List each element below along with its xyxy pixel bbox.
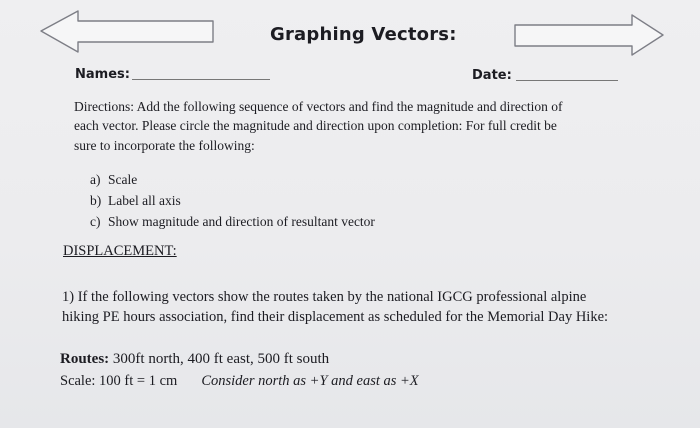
scale-line [60,373,419,390]
checklist-item-scale [90,172,137,188]
directions-line-2: each vector. Please circle the magnitude and direction upon completion: For full credit be [74,118,557,133]
routes-label: Routes: [60,351,110,367]
page-title: Graphing Vectors: [270,24,457,45]
checklist-item-labels [90,193,181,209]
names-field[interactable] [132,79,270,80]
scale-text: Scale: 100 ft = 1 cm [60,373,178,389]
question-line-2: hiking PE hours association, find their displacement as scheduled for the Memorial Day Hike: [62,309,609,325]
section-title: DISPLACEMENT: [63,243,177,259]
axis-note: Consider north as +Y and east as +X [201,373,419,389]
left-arrow-icon [38,8,218,54]
right-arrow-icon [513,12,665,58]
checklist-text: Show magnitude and direction of resultant vector [108,214,375,229]
routes-line [60,351,329,368]
routes-text: 300ft north, 400 ft east, 500 ft south [112,351,330,367]
directions-line-1: Directions: Add the following sequence of vectors and find the magnitude and direction of [74,99,563,114]
checklist-text: Scale [108,172,138,187]
checklist-marker: c) [90,214,101,229]
checklist-item-resultant [90,214,375,230]
names-label: Names: [75,67,130,82]
question-line-1: 1) If the following vectors show the routes taken by the national IGCG professional alpine [62,289,587,305]
date-field[interactable] [516,80,618,81]
checklist-marker: b) [90,193,102,208]
directions-line-3: sure to incorporate the following: [74,138,255,153]
checklist-text: Label all axis [108,193,181,208]
checklist-marker: a) [90,172,101,187]
date-label: Date: [472,68,512,83]
